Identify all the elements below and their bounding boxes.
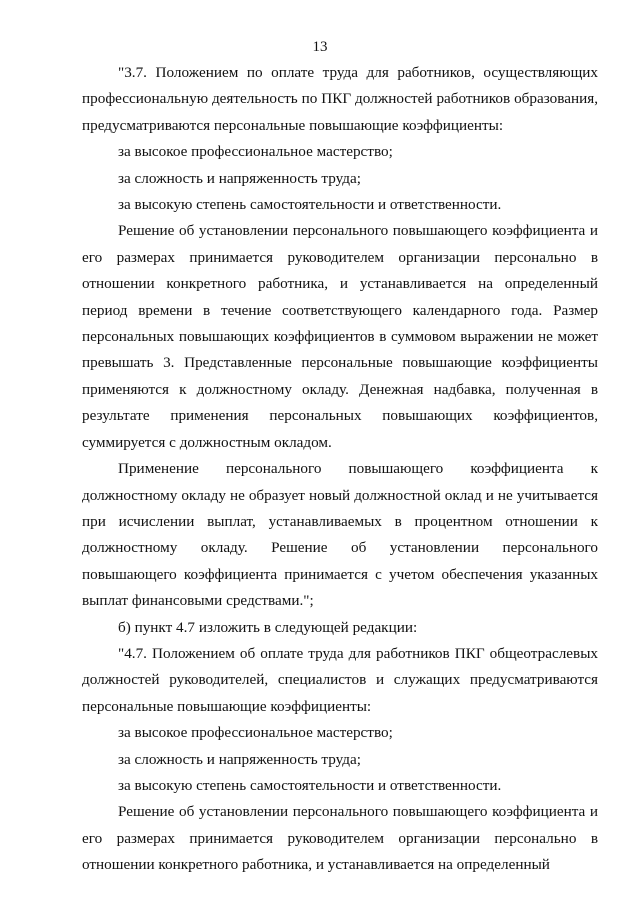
paragraph-decision-2: Решение об установлении персонального повышающего коэффициента и его размерах принимается руководителем организации персонально в отношении конкретного работника, и устанавливается на определенный [82, 803, 598, 874]
paragraph-application: Применение персонального повышающего коэффициента к должностному окладу не образует новый должностной оклад и не учитывается при исчислении выплат, устанавливаемых в процентном отношении к должностному окладу. Решение об установлении персонального повышающего коэффициента принимается с учетом обеспечения указанных выплат финансовыми средствами."; [82, 460, 598, 610]
list-item: за высокое профессиональное мастерство; [118, 724, 393, 742]
document-body [82, 60, 598, 879]
paragraph-3-7-intro: "3.7. Положением по оплате труда для работников, осуществляющих профессиональную деятельность по ПКГ должностей работников образования, предусматриваются персональные повышающие коэффициенты: [82, 64, 598, 134]
list-item: за высокое профессиональное мастерство; [118, 143, 393, 161]
list-item: за высокую степень самостоятельности и ответственности. [118, 776, 502, 794]
list-item: за сложность и напряженность труда; [118, 750, 361, 768]
list-item: за сложность и напряженность труда; [118, 169, 361, 187]
list-item: за высокую степень самостоятельности и ответственности. [118, 196, 502, 214]
paragraph-decision: Решение об установлении персонального повышающего коэффициента и его размерах принимается руководителем организации персонально в отношении конкретного работника, и устанавливается на определенный период времени в течение соответствующего календарного года. Размер персональных повышающих коэффициентов в суммовом выражении не может превышать 3. Представленные персональные повышающие коэффициенты применяются к должностному окладу. Денежная надбавка, полученная в результате применения персональных повышающих коэффициентов, суммируется с должностным окладом. [82, 222, 598, 451]
paragraph-4-7-intro: "4.7. Положением об оплате труда для работников ПКГ общеотраслевых должностей руководителей, специалистов и служащих предусматриваются персональные повышающие коэффициенты: [82, 644, 598, 715]
page-number: 13 [312, 39, 328, 55]
paragraph-amendment: б) пункт 4.7 изложить в следующей редакции: [118, 618, 418, 636]
